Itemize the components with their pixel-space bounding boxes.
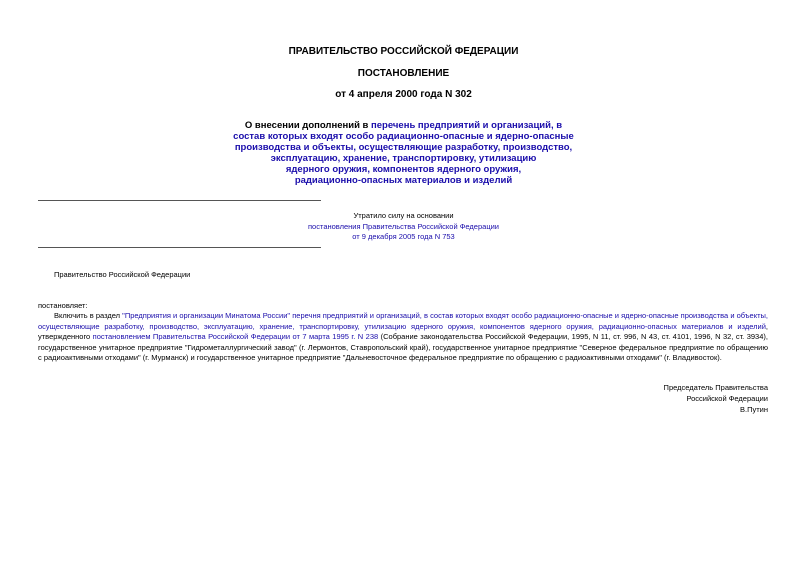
document-title-line-3[interactable]: производства и объекты, осуществляющие разработку, производство, [234, 142, 573, 153]
signature-block [664, 383, 768, 415]
signature-org: Российской Федерации [686, 393, 768, 403]
title-link[interactable]: перечень предприятий и организаций, в [371, 120, 563, 131]
resolves-text: постановляет: [38, 301, 88, 310]
section-link[interactable]: "Предприятия и организации Минатома России" перечня предприятий и организаций, в состав которых входят особо радиационно-опасные и ядерно-опасные производства и объекты, осуществляющие разработку, производство, эксплуатацию, хранение, транспортировку, утилизацию ядерного оружия, компонентов ядерного оружия, радиационно-опасных материалов и изделий [38, 311, 768, 331]
signature-name: В.Путин [740, 404, 768, 414]
document-title-line-2[interactable]: состав которых входят особо радиационно-опасные и ядерно-опасные [233, 131, 574, 142]
bottom-divider [38, 247, 321, 248]
government-heading: ПРАВИТЕЛЬСТВО РОССИЙСКОЙ ФЕДЕРАЦИИ [288, 46, 519, 57]
document-type-heading: ПОСТАНОВЛЕНИЕ [357, 68, 450, 79]
issuer-text: Правительство Российской Федерации [54, 270, 191, 279]
date-number-heading: от 4 апреля 2000 года N 302 [335, 89, 472, 100]
signature-title: Председатель Правительства [663, 383, 768, 392]
repeal-notice-line-1: Утратило силу на основании [353, 211, 454, 220]
resolution-paragraph [38, 311, 768, 364]
document-title-line-1 [0, 120, 807, 131]
top-divider [38, 200, 321, 201]
repeal-notice-link[interactable]: постановления Правительства Российской Федерации [307, 221, 499, 231]
paragraph-end: (Собрание законодательства Российской Федерации, 1995, N 11, ст. 996, N 43, ст. 4101, 1996, N 32, ст. 3934), государственное унитарное предприятие "Гидрометаллургический завод" (г. Лермонтов, Ставропольский край), государственное унитарное предприятие "Северное федеральное предприятие по обращению с радиоактивными отходами" (г. Мурманск) и государственное унитарное предприятие "Дальневосточное федеральное предприятие по обращению с радиоактивными отходами" (г. Владивосток). [38, 332, 768, 362]
document-title-line-4[interactable]: эксплуатацию, хранение, транспортировку, утилизацию [270, 153, 537, 164]
repeal-notice-date-link[interactable]: от 9 декабря 2005 года N 753 [352, 232, 455, 241]
paragraph-start: Включить в раздел [54, 311, 123, 320]
title-prefix: О внесении дополнений в [244, 120, 372, 131]
repeal-notice [290, 211, 517, 243]
document-title-line-5[interactable]: ядерного оружия, компонентов ядерного оружия, [285, 164, 522, 175]
document-title-line-6[interactable]: радиационно-опасных материалов и изделий [294, 175, 513, 186]
paragraph-middle: , утвержденного [38, 321, 768, 341]
decree-link[interactable]: постановлением Правительства Российской Федерации от 7 марта 1995 г. N 238 [92, 332, 379, 341]
